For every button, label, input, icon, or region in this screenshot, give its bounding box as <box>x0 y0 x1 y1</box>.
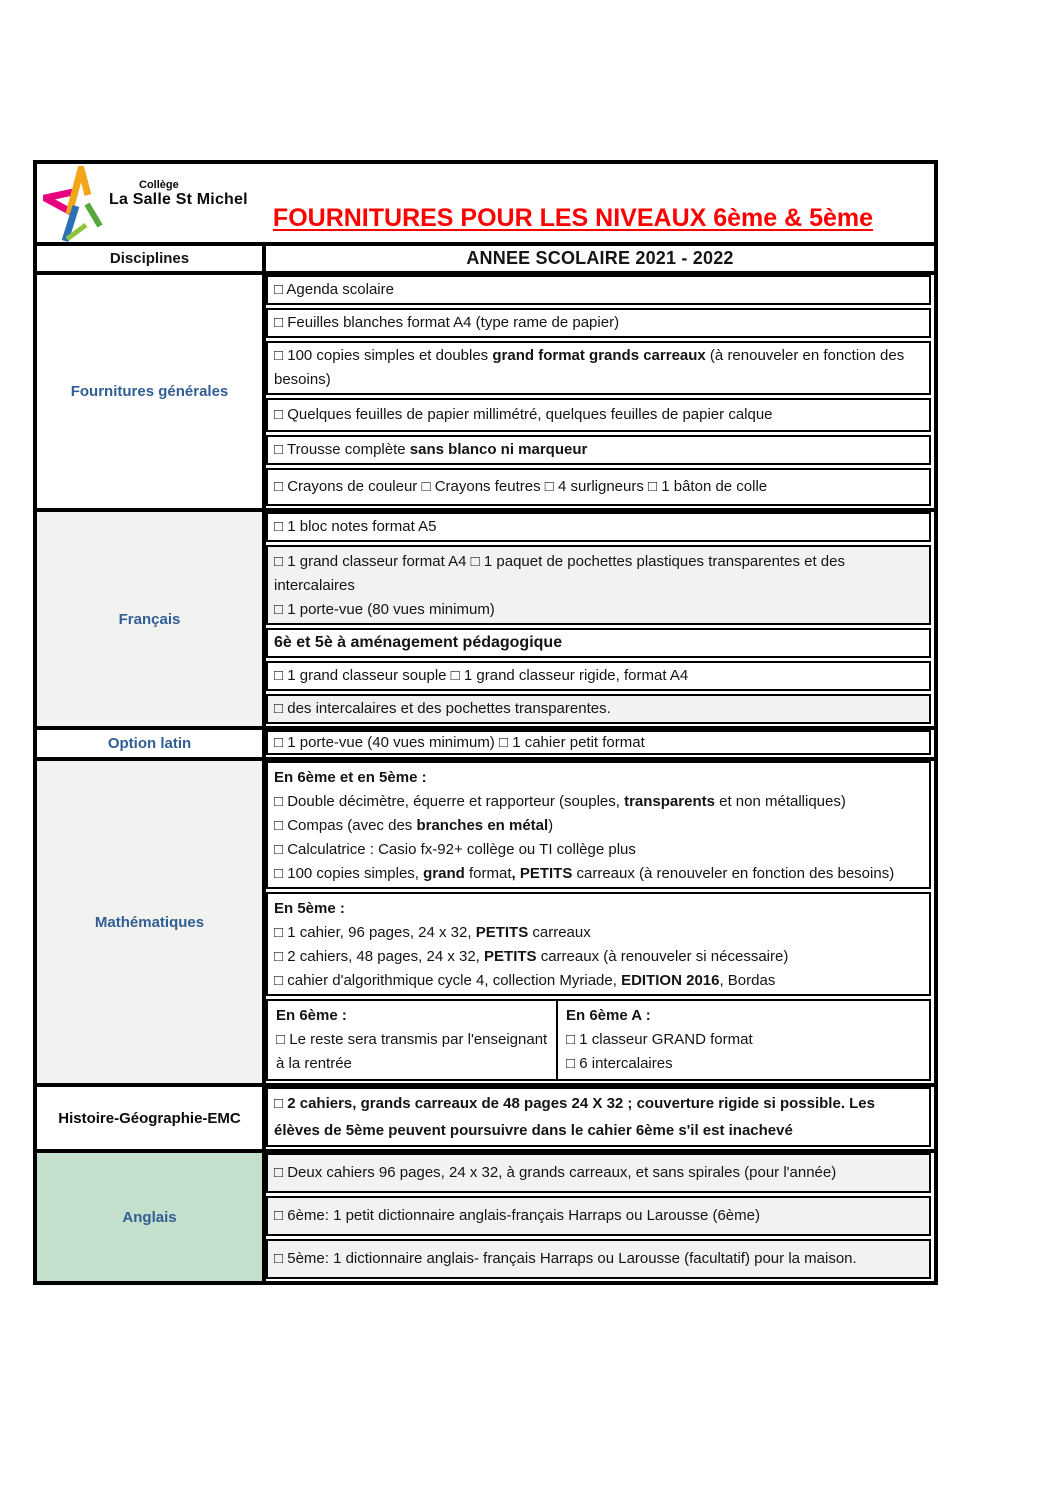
discipline-label-fournitures-generales: Fournitures générales <box>37 275 266 508</box>
supply-line: □ 100 copies simples et doubles grand format grands carreaux (à renouveler en fonction des besoins) <box>274 347 905 388</box>
supply-row <box>266 435 931 465</box>
supply-line: □ des intercalaires et des pochettes transparentes. <box>274 700 611 717</box>
supply-line: En 5ème : <box>274 900 345 917</box>
logo-school-name: La Salle St Michel <box>109 191 248 209</box>
section-francais <box>37 508 934 726</box>
supply-row <box>266 661 931 691</box>
section-rows <box>266 730 934 757</box>
supply-line: □ cahier d'algorithmique cycle 4, collection Myriade, EDITION 2016, Bordas <box>274 972 776 989</box>
supply-row <box>266 694 931 724</box>
supply-subcell-6eme-a <box>556 999 931 1081</box>
school-year-header-cell: ANNEE SCOLAIRE 2021 - 2022 <box>466 248 734 268</box>
supply-subcell-6eme <box>266 999 558 1081</box>
section-rows <box>266 1087 934 1149</box>
supply-line: 6è et 5è à aménagement pédagogique <box>274 634 563 651</box>
document-header <box>37 164 934 242</box>
supply-line: □ 2 cahiers, 48 pages, 24 x 32, PETITS carreaux (à renouveler si nécessaire) <box>274 948 789 965</box>
supply-line: □ 6 intercalaires <box>566 1055 673 1072</box>
discipline-label-histoire-geographie-emc: Histoire-Géographie-EMC <box>37 1087 266 1149</box>
supply-line: □ Calculatrice : Casio fx-92+ collège ou TI collège plus <box>274 841 636 858</box>
supply-row <box>266 1087 931 1147</box>
supply-line: □ Feuilles blanches format A4 (type rame de papier) <box>274 314 620 331</box>
section-option-latin <box>37 726 934 757</box>
supply-row <box>266 512 931 542</box>
supply-line: □ Trousse complète sans blanco ni marqueur <box>274 441 588 458</box>
supply-row-split <box>266 999 931 1081</box>
supply-line: En 6ème : <box>276 1007 347 1024</box>
supply-row <box>266 1153 931 1193</box>
supply-line: En 6ème A : <box>566 1007 651 1024</box>
supply-line: □ Double décimètre, équerre et rapporteur (souples, transparents et non métalliques) <box>274 793 846 810</box>
supply-line: □ 5ème: 1 dictionnaire anglais- français Harraps ou Larousse (facultatif) pour la maison. <box>274 1250 857 1267</box>
supply-line: □ 1 bloc notes format A5 <box>274 518 437 535</box>
supply-line: □ Compas (avec des branches en métal) <box>274 817 554 834</box>
columns-header-row <box>37 242 934 271</box>
section-histoire-geographie-emc <box>37 1083 934 1149</box>
supply-row <box>266 468 931 506</box>
supply-row <box>266 892 931 996</box>
supply-line: □ 100 copies simples, grand format, PETITS carreaux (à renouveler en fonction des besoins) <box>274 865 895 882</box>
supplies-table <box>33 160 938 1285</box>
disciplines-header-cell: Disciplines <box>37 246 266 271</box>
discipline-label-anglais: Anglais <box>37 1153 266 1281</box>
supply-row <box>266 761 931 889</box>
document-title: FOURNITURES POUR LES NIVEAUX 6ème & 5ème <box>272 204 874 232</box>
supply-line: □ 1 porte-vue (40 vues minimum) □ 1 cahier petit format <box>274 734 645 751</box>
section-rows <box>266 1153 934 1281</box>
supply-line: □ 6ème: 1 petit dictionnaire anglais-français Harraps ou Larousse (6ème) <box>274 1207 760 1224</box>
discipline-label-francais: Français <box>37 512 266 726</box>
section-fournitures-generales <box>37 271 934 508</box>
supply-row <box>266 730 931 755</box>
supply-line: □ Crayons de couleur □ Crayons feutres □ 4 surligneurs □ 1 bâton de colle <box>274 478 768 495</box>
section-rows <box>266 275 934 508</box>
supply-line: □ 1 grand classeur format A4 □ 1 paquet de pochettes plastiques transparentes et des intercalaires <box>274 553 845 594</box>
section-rows <box>266 761 934 1083</box>
supply-line: □ Le reste sera transmis par l'enseignant à la rentrée <box>276 1031 548 1072</box>
supply-row <box>266 398 931 432</box>
supply-line: □ Quelques feuilles de papier millimétré, quelques feuilles de papier calque <box>274 406 773 423</box>
section-rows <box>266 512 934 726</box>
supply-line: □ 1 classeur GRAND format <box>566 1031 753 1048</box>
supply-line: □ 1 cahier, 96 pages, 24 x 32, PETITS carreaux <box>274 924 591 941</box>
supply-line: □ 2 cahiers, grands carreaux de 48 pages 24 X 32 ; couverture rigide si possible. Les élèves de 5ème peuvent poursuivre dans le cahier 6ème s'il est inachevé <box>274 1095 875 1139</box>
supply-line: En 6ème et en 5ème : <box>274 769 427 786</box>
star-logo-icon <box>43 166 109 244</box>
section-mathematiques <box>37 757 934 1083</box>
logo-college-label: Collège <box>139 179 179 191</box>
supply-line: □ Deux cahiers 96 pages, 24 x 32, à grands carreaux, et sans spirales (pour l'année) <box>274 1164 837 1181</box>
supply-line: □ Agenda scolaire <box>274 281 394 298</box>
supply-row <box>266 628 931 658</box>
supply-line: □ 1 grand classeur souple □ 1 grand classeur rigide, format A4 <box>274 667 689 684</box>
supply-row <box>266 1196 931 1236</box>
supply-line: □ 1 porte-vue (80 vues minimum) <box>274 601 495 618</box>
supply-row <box>266 308 931 338</box>
supply-row <box>266 1239 931 1279</box>
supply-row <box>266 275 931 305</box>
section-anglais <box>37 1149 934 1281</box>
supply-row <box>266 341 931 395</box>
discipline-label-mathematiques: Mathématiques <box>37 761 266 1083</box>
supply-row <box>266 545 931 625</box>
discipline-label-option-latin: Option latin <box>37 730 266 757</box>
